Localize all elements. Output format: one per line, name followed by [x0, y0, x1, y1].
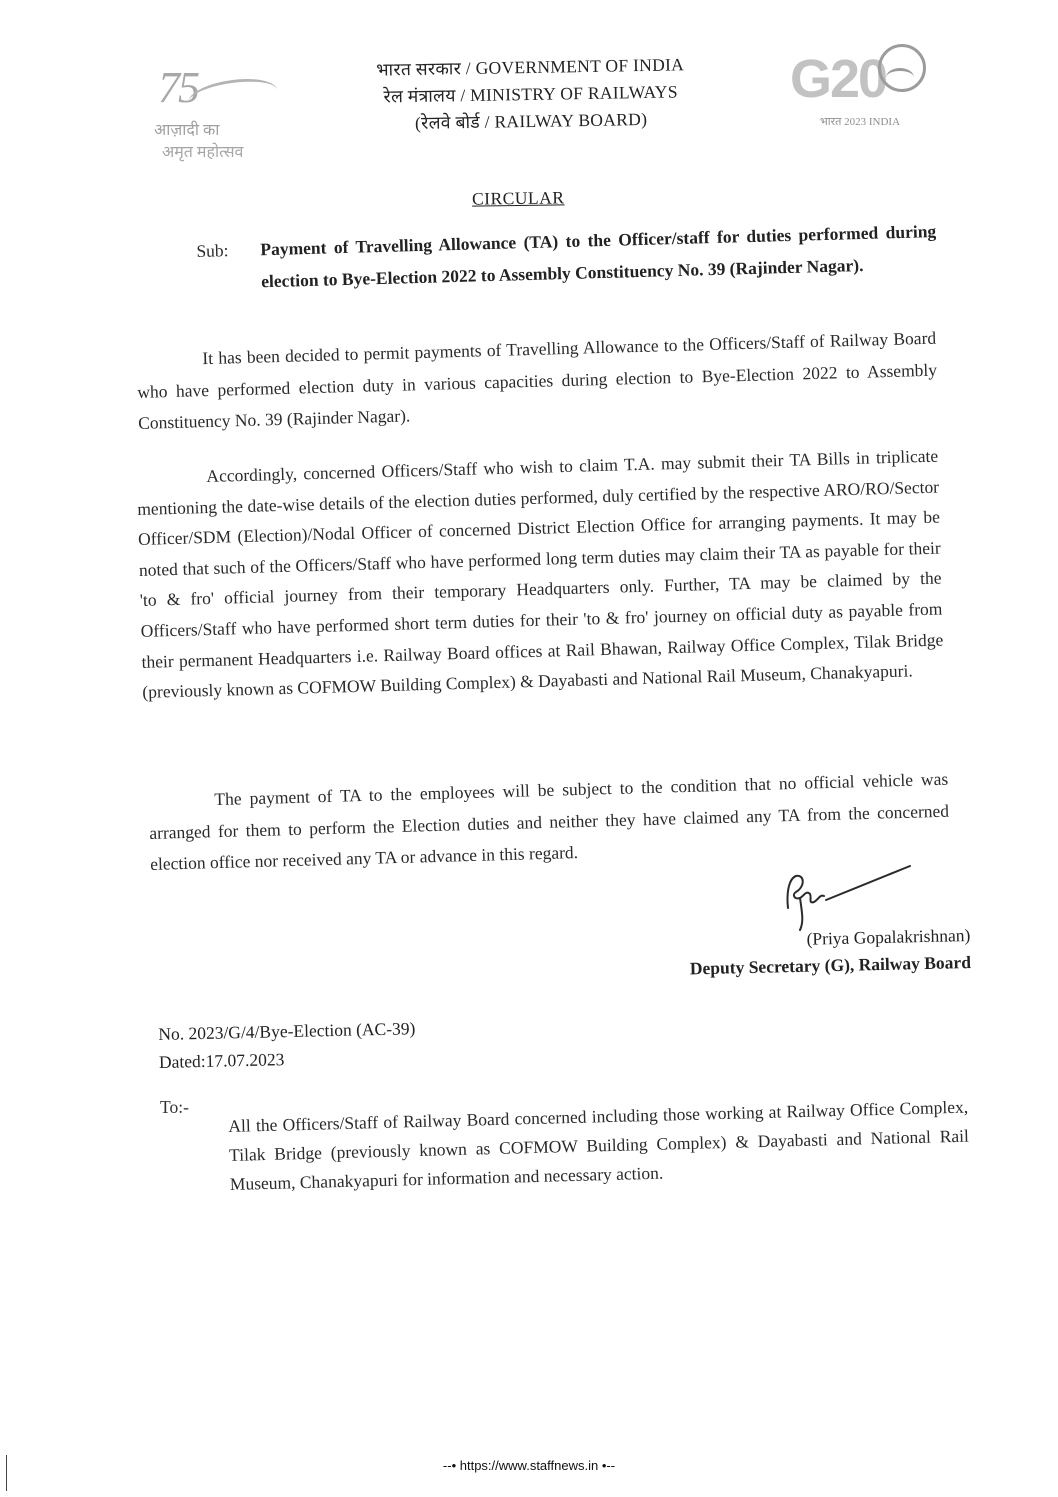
to-recipients: All the Officers/Staff of Railway Board concerned including those working at Railway Office Complex, Tilak Bridge (previously known as COFMOW Building Complex) & Dayabasti and National Rail Museum, Chanakyapuri for information and necessary action. [228, 1096, 970, 1194]
signatory-block [650, 922, 971, 983]
subject-label: Sub: [196, 240, 229, 261]
g20-mark: G20 [790, 49, 887, 109]
subject [196, 216, 937, 299]
logo-text-line1: आज़ादी का [154, 122, 220, 139]
signatory-name: (Priya Gopalakrishnan) [806, 924, 971, 949]
g20-logo [790, 44, 920, 134]
subject-text: Payment of Travelling Allowance (TA) to the Officer/staff for duties performed during election to Bye-Election 2022 to Assembly Constituency No. 39 (Rajinder Nagar). [260, 220, 937, 291]
logo-flag-swoosh [186, 74, 280, 119]
logo-text-line2: अमृत महोत्सव [162, 144, 244, 161]
letterhead-ministry: रेल मंत्रालय / MINISTRY OF RAILWAYS [383, 81, 678, 107]
g20-subtitle: भारत 2023 INDIA [820, 116, 901, 128]
logo-75-mark: 75 [158, 63, 198, 112]
circular-title: CIRCULAR [471, 187, 565, 209]
signatory-designation: Deputy Secretary (G), Railway Board [689, 951, 972, 979]
letterhead [300, 50, 761, 139]
g20-lotus-icon [886, 68, 914, 87]
paragraph-1: It has been decided to permit payments of Travelling Allowance to the Officers/Staff of Railway Board who have performed election duty in various capacities during election to Bye-Election 2022 to Assembly Constituency No. 39 (Rajinder Nagar). [137, 327, 938, 433]
azadi-ka-amrit-mahotsav-logo [148, 62, 308, 167]
to-label: To:- [160, 1097, 189, 1117]
reference-date: Dated:17.07.2023 [158, 1049, 285, 1072]
letterhead-government: भारत सरकार / GOVERNMENT OF INDIA [376, 54, 685, 80]
letterhead-board: (रेलवे बोर्ड / RAILWAY BOARD) [414, 108, 648, 134]
footer-source-link[interactable]: --• https://www.staffnews.in •-- [442, 1458, 616, 1473]
paragraph-2: Accordingly, concerned Officers/Staff who wish to claim T.A. may submit their TA Bills in triplicate mentioning the date-wise details of the election duties performed, duly certified by the respective ARO/RO/Sector Officer/SDM (Election)/Nodal Officer of concerned District Election Office for arranging payments. It may be noted that such of the Officers/Staff who have performed long term duties may claim their TA as payable for their 'to & fro' official journey from their temporary Headquarters only. Further, TA may be claimed by the Officers/Staff who have performed short term duties for their 'to & fro' journey on official duty as payable from their permanent Headquarters i.e. Railway Board offices at Rail Bhawan, Railway Office Complex, Tilak Bridge (previously known as COFMOW Building Complex) & Dayabasti and National Rail Museum, Chanakyapuri. [136, 445, 944, 703]
paragraph-3: The payment of TA to the employees will be subject to the condition that no official vehicle was arranged for them to perform the Election duties and neither they have claimed any TA from the concerned election office nor received any TA or advance in this regard. [149, 768, 950, 874]
reference-block [158, 1014, 416, 1076]
reference-number: No. 2023/G/4/Bye-Election (AC-39) [158, 1018, 416, 1044]
